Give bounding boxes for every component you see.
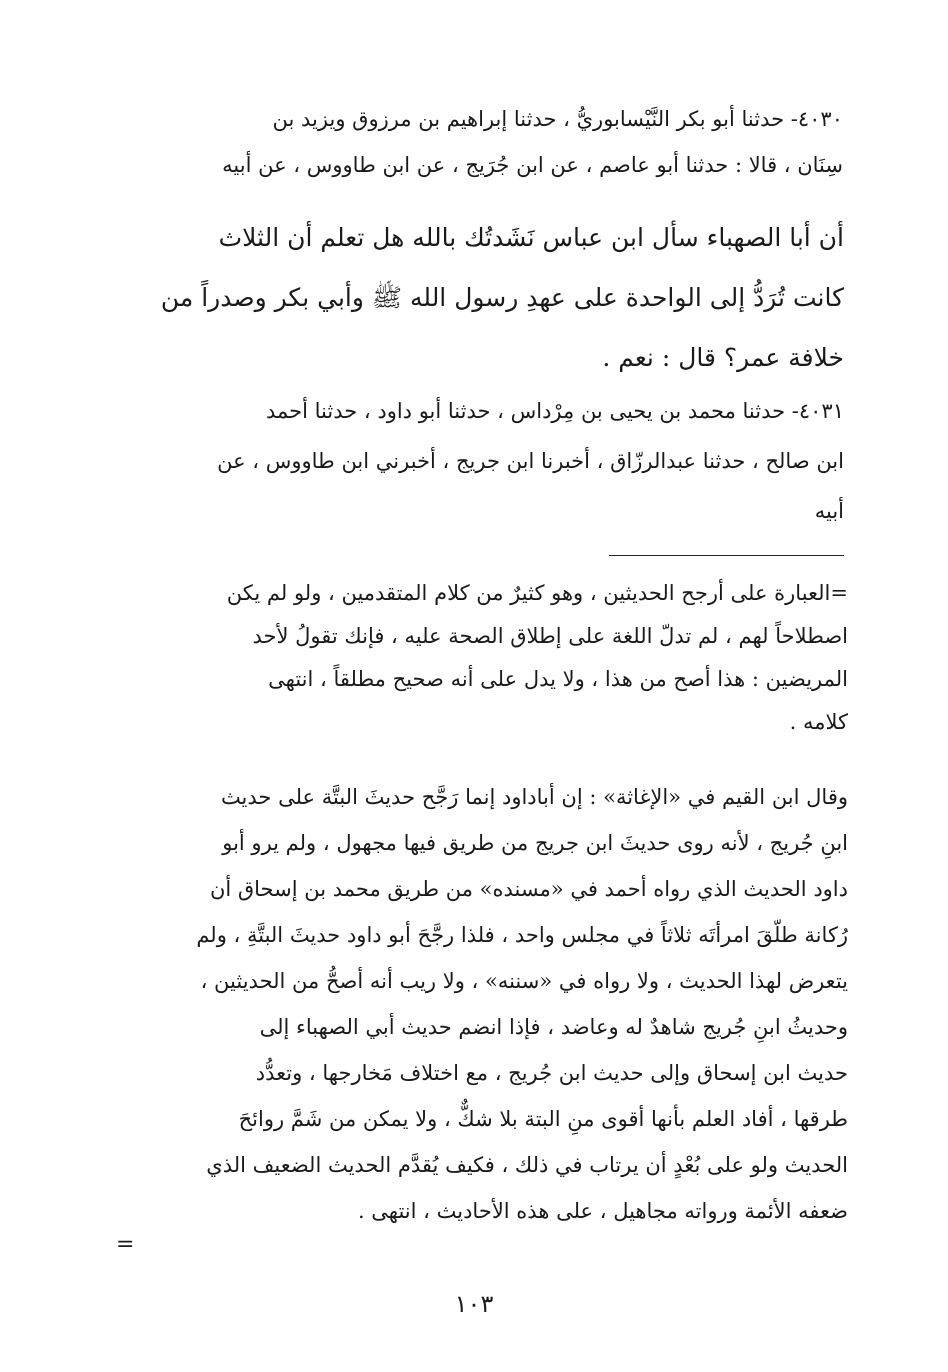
text-line: المريضين : هذا أصح من هذا ، ولا يدل على أنه صحيح مطلقاً ، انتهى [268,667,848,691]
text-line: أن أبا الصهباء سأل ابن عباس نَشَدتُك بالله هل تعلم أن الثلاث [218,223,844,252]
continuation-mark: = [116,1232,135,1257]
text-line: ابن صالح ، حدثنا عبدالرزّاق ، أخبرنا ابن جريج ، أخبرني ابن طاووس ، عن [217,449,844,473]
text-line: ابنِ جُريج ، لأنه روى حديثَ ابن جريج من طريق فيها مجهول ، ولم يرو أبو [222,831,848,855]
text-line: حديث ابن إسحاق وإلى حديث ابن جُريج ، مع اختلاف مَخارجها ، وتعدُّد [255,1061,848,1085]
footnote-ibn-qayyim [108,774,848,1234]
text-line: يتعرض لهذا الحديث ، ولا رواه في «سننه» ، ولا ريب أنه أصحُّ من الحديثين ، [200,969,848,993]
hadith-text [124,208,844,388]
text-line: الحديث ولو على بُعْدٍ أن يرتاب في ذلك ، فكيف يُقدَّم الحديث الضعيف الذي [206,1153,848,1177]
text-line: خلافة عمر؟ قال : نعم . [602,343,844,372]
text-line: أبيه [814,499,844,523]
text-line: كانت تُرَدُّ إلى الواحدة على عهدِ رسول الله ﷺ وأبي بكر وصدراً من [160,283,844,312]
text-line: وقال ابن القيم في «الإغاثة» : إن أباداود إنما رَجَّح حديثَ البتَّة على حديث [220,785,848,809]
text-line: اصطلاحاً لهم ، لم تدلّ اللغة على إطلاق الصحة عليه ، فإنك تقولُ لأحد [252,624,848,648]
page-number: ١٠٣ [454,1290,494,1318]
text-line: رُكانة طلّقَ امرأتَه ثلاثاً في مجلس واحد ، فلذا رجَّحَ أبو داود حديثَ البتَّةِ ، ولم [196,923,848,947]
footnote-divider [609,555,844,556]
text-line: كلامه . [789,710,848,734]
footnote-continued [108,572,848,744]
hadith-4030 [123,96,843,188]
text-line: طرقها ، أفاد العلم بأنها أقوى منِ البتة بلا شكٌّ ، ولا يمكن من شَمَّ روائحَ [238,1107,848,1131]
text-line: داود الحديث الذي رواه أحمد في «مسنده» من طريق محمد بن إسحاق أن [209,877,848,901]
text-line: =العبارة على أرجح الحديثين ، وهو كثيرٌ من كلام المتقدمين ، ولو لم يكن [226,581,848,605]
hadith-4031 [124,386,844,536]
text-line: سِنَان ، قالا : حدثنا أبو عاصم ، عن ابن جُرَيج ، عن ابن طاووس ، عن أبيه [222,153,843,177]
text-line: وحديثُ ابنِ جُريج شاهدٌ له وعاضد ، فإذا انضم حديث أبي الصهباء إلى [259,1015,848,1039]
text-line: ضعفه الأئمة ورواته مجاهيل ، على هذه الأحاديث ، انتهى . [357,1199,848,1223]
text-line: ٤٠٣٠- حدثنا أبو بكر النَّيْسابوريُّ ، حدثنا إبراهيم بن مرزوق ويزيد بن [272,107,843,131]
text-line: ٤٠٣١- حدثنا محمد بن يحيى بن مِرْداس ، حدثنا أبو داود ، حدثنا أحمد [265,399,844,423]
